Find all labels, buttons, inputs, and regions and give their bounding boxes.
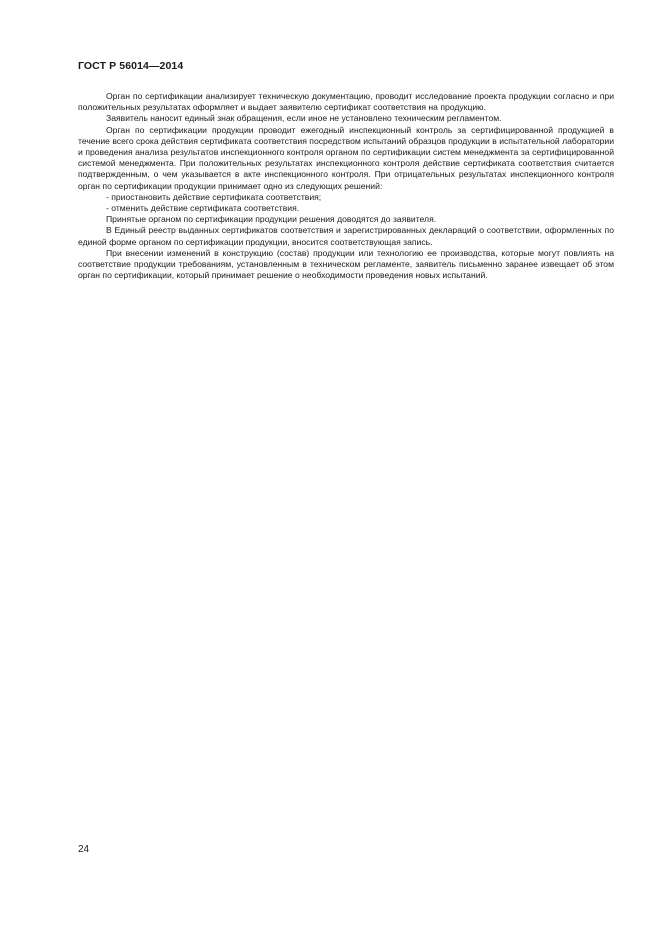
paragraph: Принятые органом по сертификации продукции решения доводятся до заявителя.: [106, 214, 437, 225]
paragraph: В Единый реестр выданных сертификатов соответствия и зарегистрированных деклараций о соответствии, оформленных по единой форме органом по сертификации продукции, вносится соответствующая запись.: [78, 225, 614, 247]
paragraph: Орган по сертификации анализирует техническую документацию, проводит исследование проекта продукции согласно и при положительных результатах оформляет и выдает заявителю сертификат соответствия на продукцию.: [78, 91, 614, 113]
document-header: ГОСТ Р 56014—2014: [78, 60, 184, 72]
paragraph: Орган по сертификации продукции проводит ежегодный инспекционный контроль за сертифицированной продукцией в течение всего срока действия сертификата соответствия посредством испытаний образцов продукции в испытательной лаборатории и проведения анализа результатов инспекционного контроля органом по сертификации систем менеджмента за сертифицированной системой менеджмента. При положительных результатах инспекционного контроля действие сертификата соответствия считается подтвержденным, о чем указывается в акте инспекционного контроля. При отрицательных результатах инспекционного контроля орган по сертификации продукции принимает одно из следующих решений:: [78, 124, 614, 191]
page-number: 24: [78, 844, 90, 855]
paragraph: При внесении изменений в конструкцию (состав) продукции или технологию ее производства, которые могут повлиять на соответствие продукции требованиям, установленным в техническом регламенте, заявитель письменно заранее извещает об этом орган по сертификации, который принимает решение о необходимости проведения новых испытаний.: [78, 247, 614, 281]
paragraph: Заявитель наносит единый знак обращения, если иное не установлено техническим регламентом.: [106, 113, 502, 124]
list-item: - отменить действие сертификата соответствия.: [106, 203, 300, 214]
list-item: - приостановить действие сертификата соответствия;: [106, 191, 322, 202]
document-body: [78, 91, 614, 281]
